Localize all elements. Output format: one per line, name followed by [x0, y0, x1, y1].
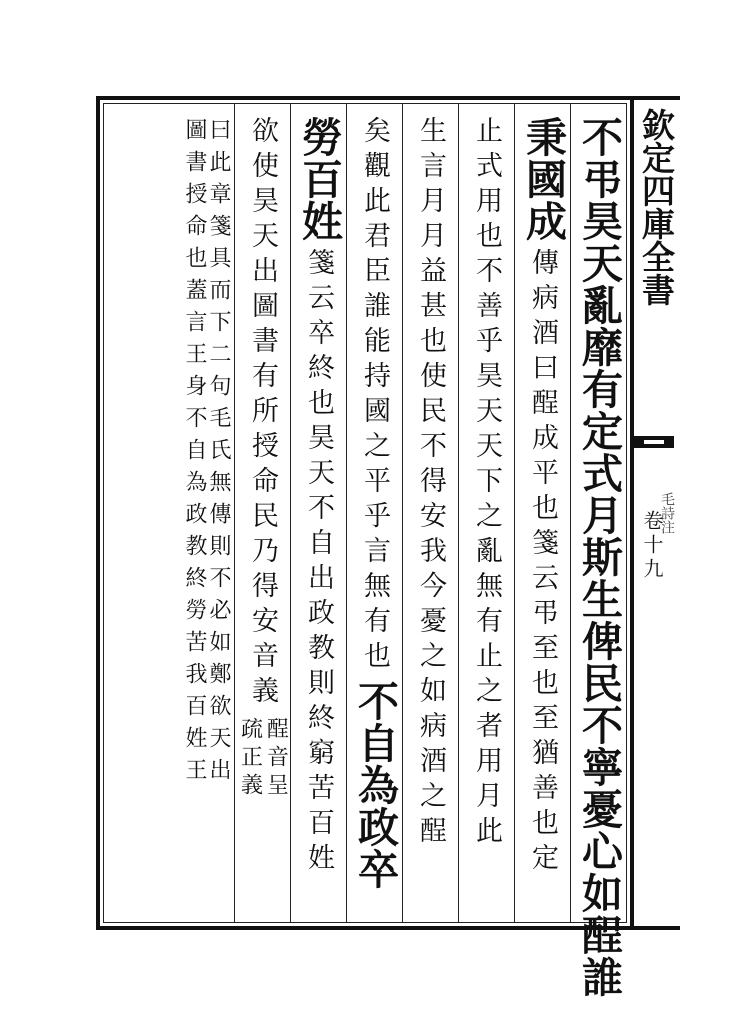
column-4	[402, 104, 458, 922]
column-8-line-a: 曰此章箋具而下二句毛氏無傳則不必如鄭欲天出	[206, 118, 231, 790]
column-1-text: 不弔昊天亂靡有定式月斯生俾民不寧憂心如酲誰	[575, 116, 623, 998]
pronunciation-note: 酲音呈	[263, 717, 289, 801]
column-6	[290, 104, 346, 922]
column-3	[458, 104, 514, 922]
column-5-content	[351, 116, 399, 922]
column-1	[570, 104, 626, 998]
column-8-double-line	[178, 104, 234, 922]
margin-subtitle: 毛詩注	[659, 492, 675, 534]
column-8	[178, 104, 234, 922]
column-2-main-text: 秉國成	[519, 116, 567, 242]
column-5-main-text: 不自為政卒	[351, 680, 399, 890]
column-6-content	[295, 116, 343, 922]
column-2	[514, 104, 570, 922]
column-grid	[103, 103, 627, 998]
text-frame	[96, 96, 634, 998]
volume-label: 卷十九	[640, 510, 664, 582]
column-8-line-b: 圖書授命也蓋言王身不自為政教終勞苦我百姓王	[182, 118, 207, 790]
column-4-commentary: 生言月月益甚也使民不得安我今憂之如病酒之酲	[415, 116, 446, 851]
subcommentary-note: 疏正義	[237, 717, 263, 801]
column-6-commentary: 箋云卒終也昊天不自出政教則終窮苦百姓	[303, 248, 334, 878]
column-2-commentary: 傳病酒曰酲成平也箋云弔至也至猶善也定	[527, 248, 558, 878]
fishtail-mark	[634, 436, 674, 448]
column-7-commentary: 欲使昊天出圖書有所授命民乃得安音義	[247, 116, 278, 711]
column-5	[346, 104, 402, 922]
column-7-annotation-pair	[239, 717, 287, 801]
column-3-commentary: 止式用也不善乎昊天天下之亂無有止之者用月此	[471, 116, 502, 851]
column-6-main-text: 勞百姓	[295, 116, 343, 242]
column-7-content	[239, 116, 287, 922]
page-margin-strip	[634, 96, 680, 930]
column-5-commentary: 矣觀此君臣誰能持國之平乎言無有也	[359, 116, 390, 676]
book-title: 欽定四庫全書	[637, 108, 676, 306]
column-7	[234, 104, 290, 922]
column-2-content	[519, 116, 567, 922]
